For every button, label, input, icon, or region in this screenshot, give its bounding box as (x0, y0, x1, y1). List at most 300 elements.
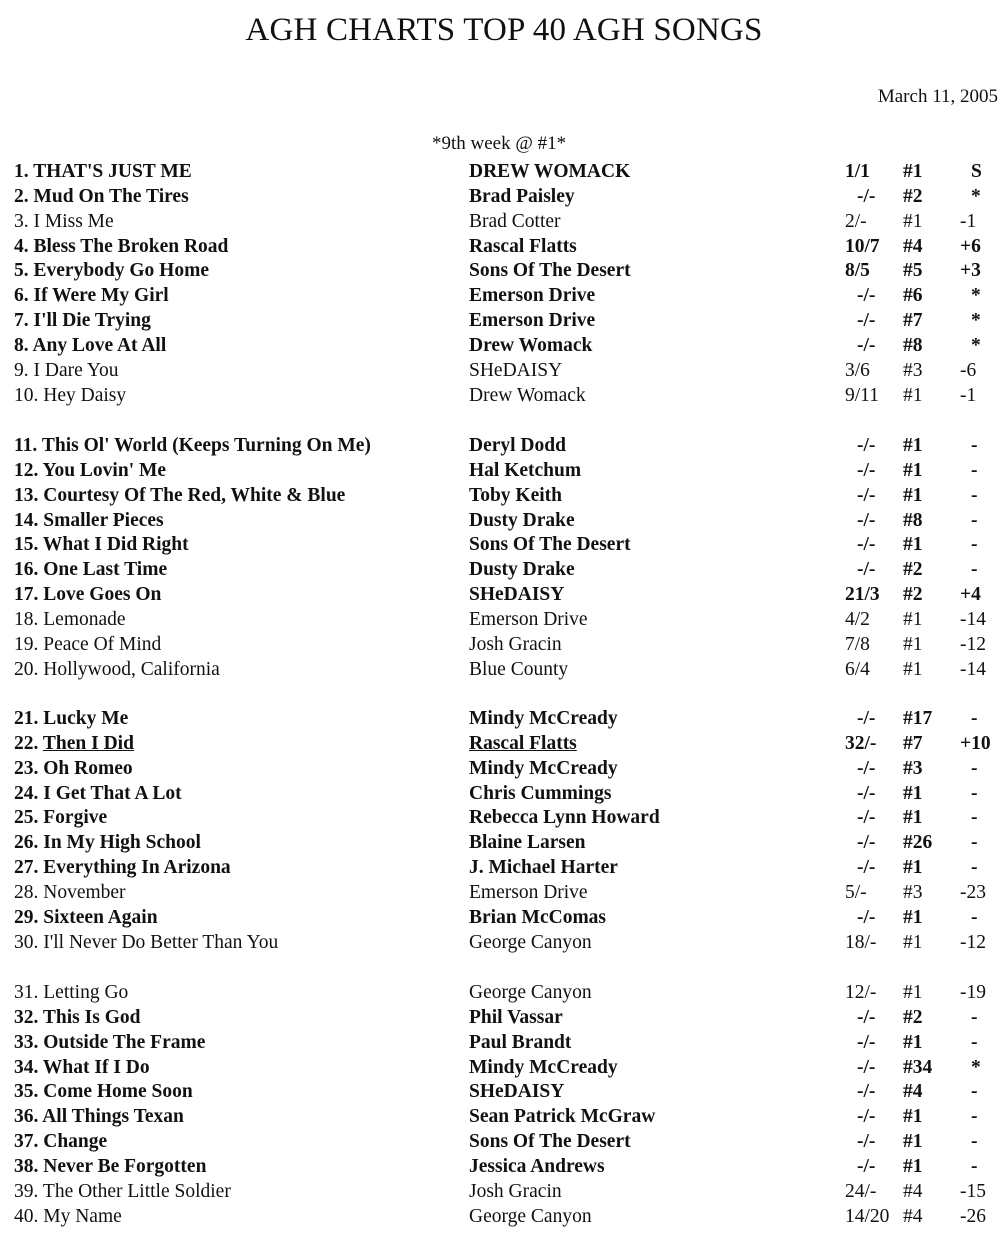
last-weeks-positions: -/- (857, 857, 876, 879)
peak-position: #1 (903, 1131, 923, 1153)
peak-position: #8 (903, 334, 923, 356)
rank-number: 23. (14, 757, 39, 779)
peak-position: #1 (903, 459, 923, 481)
artist-name: Emerson Drive (469, 608, 588, 630)
rank-number: 4. (14, 235, 29, 257)
chart-row (0, 209, 1008, 234)
chart-row (0, 830, 1008, 855)
last-weeks-positions: -/- (857, 435, 876, 456)
artist-name: George Canyon (469, 982, 592, 1003)
song-title-text: Hollywood, California (43, 658, 220, 680)
peak-position: #1 (903, 982, 923, 1003)
last-weeks-positions: -/- (857, 334, 876, 356)
rank-number: 38. (14, 1155, 39, 1177)
song-title-text: All Things Texan (42, 1106, 184, 1128)
song-title (14, 706, 128, 731)
artist-name: George Canyon (469, 1205, 592, 1227)
song-title-text: I'll Never Do Better Than You (43, 931, 279, 953)
last-weeks-positions: -/- (857, 832, 876, 854)
last-weeks-positions: -/- (857, 509, 876, 531)
song-title-text: What If I Do (42, 1056, 150, 1078)
song-title-text: My Name (43, 1205, 122, 1227)
artist-name: Mindy McCready (469, 757, 618, 779)
last-weeks-positions: 5/- (845, 881, 867, 903)
rank-number: 11. (14, 435, 38, 456)
artist-name: Josh Gracin (469, 1180, 562, 1202)
chart-row (0, 532, 1008, 557)
rank-number: 32. (14, 1006, 39, 1028)
rank-number: 31. (14, 982, 39, 1003)
chart-row (0, 1030, 1008, 1055)
song-title (14, 905, 158, 930)
peak-position: #1 (903, 608, 923, 630)
song-title (14, 632, 161, 657)
chart-row (0, 308, 1008, 333)
rank-number: 2. (14, 185, 29, 207)
position-change: - (971, 1155, 978, 1177)
rank-number: 14. (14, 509, 39, 531)
last-weeks-positions: 14/20 (845, 1205, 890, 1227)
artist-name: George Canyon (469, 931, 592, 953)
last-weeks-positions: -/- (857, 782, 876, 804)
song-title-text: Forgive (43, 807, 108, 829)
peak-position: #1 (903, 484, 923, 506)
song-title-text: Smaller Pieces (43, 509, 164, 531)
song-title-text: Love Goes On (43, 584, 162, 606)
position-change: -12 (960, 931, 986, 953)
song-title-text: Any Love At All (32, 334, 167, 356)
chart-row (0, 980, 1008, 1005)
peak-position: #17 (903, 708, 933, 729)
rank-number: 18. (14, 608, 39, 630)
chart-row (0, 632, 1008, 657)
chart-row (0, 855, 1008, 880)
peak-position: #1 (903, 931, 923, 953)
last-weeks-positions: -/- (857, 185, 876, 207)
position-change: -26 (960, 1205, 986, 1227)
chart-row (0, 1079, 1008, 1104)
position-change: * (971, 1056, 981, 1078)
last-weeks-positions: 24/- (845, 1180, 877, 1202)
artist-name: SHeDAISY (469, 584, 565, 606)
position-change: -12 (960, 633, 986, 655)
artist-name: Blaine Larsen (469, 832, 586, 854)
rank-number: 8. (14, 334, 29, 356)
position-change: - (971, 509, 978, 531)
artist-name: Brian McComas (469, 906, 607, 928)
page-title: AGH CHARTS TOP 40 AGH SONGS (245, 12, 763, 48)
rank-number: 21. (14, 708, 39, 729)
last-weeks-positions: -/- (857, 459, 876, 481)
last-weeks-positions: -/- (857, 310, 876, 332)
song-title (14, 805, 107, 830)
artist-name: Josh Gracin (469, 633, 562, 655)
peak-position: #8 (903, 509, 923, 531)
song-title (14, 781, 182, 806)
artist-name: Sean Patrick McGraw (469, 1106, 656, 1128)
chart-row (0, 383, 1008, 408)
song-title (14, 308, 151, 333)
song-title (14, 1154, 206, 1179)
artist-name: Drew Womack (469, 334, 593, 356)
chart-row (0, 1055, 1008, 1080)
position-change: - (971, 857, 978, 879)
song-title (14, 383, 126, 408)
song-title-text: November (43, 881, 126, 903)
artist-name: Dusty Drake (469, 559, 575, 581)
song-title-text: Outside The Frame (43, 1031, 206, 1053)
artist-name: Drew Womack (469, 384, 586, 406)
song-title (14, 1104, 184, 1129)
last-weeks-positions: -/- (857, 1131, 876, 1153)
last-weeks-positions: -/- (857, 1155, 876, 1177)
rank-number: 39. (14, 1180, 39, 1202)
song-title-text: I Dare You (33, 359, 119, 381)
song-title (14, 532, 189, 557)
chart-row (0, 433, 1008, 458)
chart-row (0, 582, 1008, 607)
peak-position: #1 (903, 534, 923, 556)
song-title (14, 1055, 150, 1080)
peak-position: #3 (903, 881, 923, 903)
chart-row (0, 781, 1008, 806)
peak-position: #1 (903, 435, 923, 456)
rank-number: 17. (14, 584, 39, 606)
last-weeks-positions: -/- (857, 906, 876, 928)
artist-name: Sons Of The Desert (469, 260, 631, 282)
song-title (14, 830, 201, 855)
artist-name: Mindy McCready (469, 708, 618, 729)
rank-number: 29. (14, 906, 39, 928)
artist-name: SHeDAISY (469, 359, 563, 381)
song-title-text: Letting Go (43, 982, 129, 1003)
artist-name: Sons Of The Desert (469, 1131, 631, 1153)
rank-number: 24. (14, 782, 39, 804)
last-weeks-positions: 8/5 (845, 260, 870, 282)
rank-number: 16. (14, 559, 39, 581)
position-change: - (971, 906, 978, 928)
last-weeks-positions: -/- (857, 534, 876, 556)
song-title (14, 458, 166, 483)
peak-position: #3 (903, 359, 923, 381)
song-title (14, 731, 134, 756)
song-title-text: Mud On The Tires (33, 185, 189, 207)
peak-position: #4 (903, 1205, 923, 1227)
song-title-text: This Ol' World (Keeps Turning On Me) (41, 435, 371, 456)
peak-position: #1 (903, 857, 923, 879)
peak-position: #1 (903, 161, 923, 182)
artist-name: SHeDAISY (469, 1081, 565, 1103)
song-title (14, 483, 345, 508)
position-change: -14 (960, 608, 986, 630)
chart-row (0, 905, 1008, 930)
song-title (14, 1129, 107, 1154)
chart-row (0, 657, 1008, 682)
song-title (14, 980, 128, 1005)
song-title (14, 209, 114, 234)
rank-number: 15. (14, 534, 39, 556)
peak-position: #1 (903, 1106, 923, 1128)
chart-date: March 11, 2005 (877, 86, 998, 107)
song-title-text: I Miss Me (33, 210, 114, 232)
song-title-text: You Lovin' Me (42, 459, 167, 481)
chart-row (0, 283, 1008, 308)
artist-name: Brad Paisley (469, 185, 575, 207)
chart-row (0, 731, 1008, 756)
peak-position: #4 (903, 1081, 923, 1103)
rank-number: 13. (14, 484, 39, 506)
artist-name: Rascal Flatts (469, 235, 577, 257)
song-title (14, 358, 119, 383)
song-title-text: This Is God (42, 1006, 141, 1028)
position-change: - (971, 1031, 978, 1053)
artist-name: Paul Brandt (469, 1031, 572, 1053)
song-title (14, 1204, 122, 1229)
chart-row (0, 557, 1008, 582)
chart-row (0, 1179, 1008, 1204)
rank-number: 28. (14, 881, 39, 903)
position-change: -19 (960, 982, 986, 1003)
position-change: - (971, 1081, 978, 1103)
last-weeks-positions: 6/4 (845, 658, 870, 680)
chart-row (0, 1129, 1008, 1154)
song-title (14, 930, 278, 955)
rank-number: 37. (14, 1131, 39, 1153)
position-change: - (971, 757, 978, 779)
position-change: * (971, 310, 981, 332)
peak-position: #4 (903, 235, 923, 257)
position-change: - (971, 435, 978, 456)
position-change: -1 (960, 384, 977, 406)
chart-row (0, 805, 1008, 830)
song-title-text: Peace Of Mind (43, 633, 162, 655)
rank-number: 35. (14, 1081, 39, 1103)
song-title-text: THAT'S JUST ME (33, 161, 192, 182)
song-title-text: Lemonade (43, 608, 126, 630)
rank-number: 5. (14, 260, 29, 282)
artist-name: Rascal Flatts (469, 732, 577, 754)
peak-position: #2 (903, 1006, 923, 1028)
position-change: - (971, 708, 978, 729)
song-title-text: Lucky Me (43, 708, 129, 729)
chart-row (0, 508, 1008, 533)
chart-row (0, 1154, 1008, 1179)
rank-number: 25. (14, 807, 39, 829)
artist-name: Mindy McCready (469, 1056, 618, 1078)
position-change: -6 (960, 359, 977, 381)
last-weeks-positions: -/- (857, 1031, 876, 1053)
rank-number: 40. (14, 1205, 39, 1227)
peak-position: #7 (903, 310, 923, 332)
position-change: +4 (960, 584, 981, 606)
peak-position: #2 (903, 559, 923, 581)
position-change: * (971, 185, 981, 207)
artist-name: Dusty Drake (469, 509, 575, 531)
position-change: -15 (960, 1180, 986, 1202)
song-title (14, 283, 169, 308)
chart-row (0, 333, 1008, 358)
song-title-text: What I Did Right (42, 534, 189, 556)
song-title-text: Hey Daisy (43, 384, 127, 406)
peak-position: #1 (903, 782, 923, 804)
song-title-text: Sixteen Again (43, 906, 158, 928)
peak-position: #2 (903, 185, 923, 207)
position-change: - (971, 1006, 978, 1028)
rank-number: 10. (14, 384, 39, 406)
chart-row (0, 756, 1008, 781)
song-title (14, 880, 126, 905)
rank-number: 3. (14, 210, 29, 232)
song-title (14, 855, 231, 880)
song-title-text: Everything In Arizona (43, 857, 231, 879)
song-title (14, 582, 161, 607)
last-weeks-positions: 18/- (845, 931, 877, 953)
rank-number: 26. (14, 832, 39, 854)
artist-name: Emerson Drive (469, 881, 588, 903)
rank-number: 34. (14, 1056, 39, 1078)
artist-name: Chris Cummings (469, 782, 612, 804)
last-weeks-positions: 10/7 (845, 235, 880, 257)
rank-number: 22. (14, 732, 39, 754)
weeks-at-number-one-note: *9th week @ #1* (432, 133, 567, 154)
song-title-text: Never Be Forgotten (43, 1155, 207, 1177)
rank-number: 6. (14, 285, 29, 307)
last-weeks-positions: 21/3 (845, 584, 880, 606)
last-weeks-positions: -/- (857, 285, 876, 307)
chart-row (0, 607, 1008, 632)
chart-row (0, 930, 1008, 955)
song-title-text: Bless The Broken Road (33, 235, 229, 257)
position-change: +6 (960, 235, 981, 257)
song-title (14, 1179, 231, 1204)
chart-row (0, 483, 1008, 508)
rank-number: 36. (14, 1106, 39, 1128)
position-change: - (971, 534, 978, 556)
peak-position: #1 (903, 1155, 923, 1177)
artist-name: Phil Vassar (469, 1006, 563, 1028)
position-change: - (971, 1106, 978, 1128)
position-change: * (971, 334, 981, 356)
song-title-text: The Other Little Soldier (42, 1180, 231, 1202)
artist-name: DREW WOMACK (469, 161, 631, 182)
song-title (14, 333, 166, 358)
rank-number: 1. (14, 161, 29, 182)
last-weeks-positions: -/- (857, 484, 876, 506)
rank-number: 30. (14, 931, 39, 953)
song-title (14, 508, 164, 533)
song-title-text: Oh Romeo (43, 757, 133, 779)
rank-number: 19. (14, 633, 39, 655)
artist-name: Emerson Drive (469, 310, 596, 332)
song-title (14, 657, 220, 682)
last-weeks-positions: 32/- (845, 732, 877, 754)
song-title (14, 756, 133, 781)
last-weeks-positions: -/- (857, 757, 876, 779)
rank-number: 20. (14, 658, 39, 680)
peak-position: #26 (903, 832, 933, 854)
song-title (14, 607, 126, 632)
peak-position: #2 (903, 584, 923, 606)
chart-row (0, 258, 1008, 283)
last-weeks-positions: 12/- (845, 982, 877, 1003)
peak-position: #1 (903, 210, 923, 232)
last-weeks-positions: -/- (857, 1056, 876, 1078)
song-title (14, 1079, 193, 1104)
song-title (14, 1030, 205, 1055)
last-weeks-positions: 7/8 (845, 633, 870, 655)
chart-row (0, 458, 1008, 483)
chart-row (0, 1104, 1008, 1129)
rank-number: 27. (14, 857, 39, 879)
position-change: -1 (960, 210, 977, 232)
artist-name: Hal Ketchum (469, 459, 582, 481)
song-title-text: If Were My Girl (33, 285, 169, 307)
song-title (14, 184, 189, 209)
position-change: * (971, 285, 981, 307)
position-change: +3 (960, 260, 981, 282)
artist-name: Toby Keith (469, 484, 563, 506)
peak-position: #1 (903, 658, 923, 680)
song-title (14, 258, 209, 283)
chart-row (0, 1005, 1008, 1030)
song-title (14, 557, 167, 582)
chart-row (0, 1204, 1008, 1229)
position-change: - (971, 459, 978, 481)
peak-position: #6 (903, 285, 923, 307)
song-title-text: In My High School (43, 832, 201, 854)
last-weeks-positions: 3/6 (845, 359, 870, 381)
peak-position: #1 (903, 633, 923, 655)
position-change: - (971, 782, 978, 804)
song-title-text: One Last Time (43, 559, 168, 581)
artist-name: Jessica Andrews (469, 1155, 605, 1177)
chart-row (0, 159, 1008, 184)
last-weeks-positions: 9/11 (845, 384, 879, 406)
position-change: - (971, 807, 978, 829)
rank-number: 12. (14, 459, 39, 481)
song-title (14, 433, 371, 458)
artist-name: J. Michael Harter (469, 857, 618, 879)
chart-row (0, 234, 1008, 259)
last-weeks-positions: -/- (857, 1006, 876, 1028)
position-change: S (971, 161, 982, 182)
position-change: - (971, 559, 978, 581)
peak-position: #3 (903, 757, 923, 779)
peak-position: #5 (903, 260, 923, 282)
last-weeks-positions: -/- (857, 807, 876, 829)
chart-row (0, 184, 1008, 209)
last-weeks-positions: -/- (857, 559, 876, 581)
position-change: +10 (960, 732, 991, 754)
last-weeks-positions: 2/- (845, 210, 867, 232)
chart-row (0, 706, 1008, 731)
rank-number: 33. (14, 1031, 39, 1053)
last-weeks-positions: -/- (857, 1106, 876, 1128)
artist-name: Sons Of The Desert (469, 534, 631, 556)
position-change: - (971, 1131, 978, 1153)
peak-position: #34 (903, 1056, 933, 1078)
peak-position: #1 (903, 384, 923, 406)
last-weeks-positions: 1/1 (845, 161, 870, 182)
chart-row (0, 880, 1008, 905)
chart-row (0, 358, 1008, 383)
peak-position: #4 (903, 1180, 923, 1202)
song-title-text: I'll Die Trying (33, 310, 151, 332)
last-weeks-positions: -/- (857, 1081, 876, 1103)
peak-position: #7 (903, 732, 923, 754)
artist-name: Deryl Dodd (469, 435, 566, 456)
last-weeks-positions: -/- (857, 708, 876, 729)
